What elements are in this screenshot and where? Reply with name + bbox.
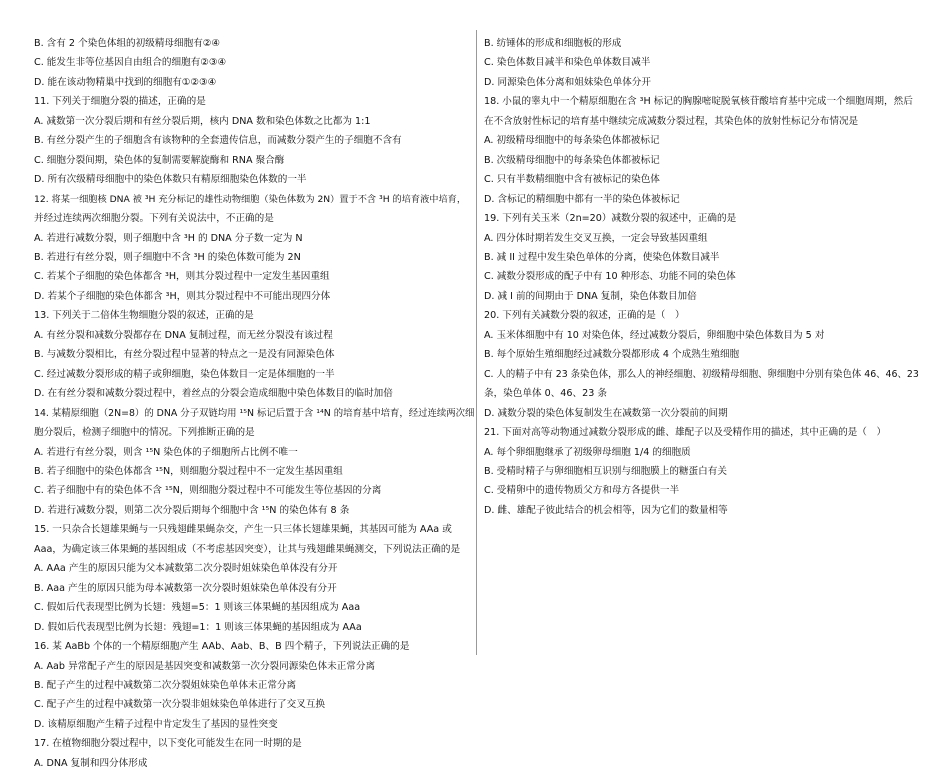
- text-line: 15. 一只杂合长翅雄果蝇与一只残翅雌果蝇杂交，产生一只三体长翅雄果蝇，其基因可能为 AAa 或: [34, 524, 452, 536]
- text-line: A. 初级精母细胞中的每条染色体都被标记: [484, 135, 660, 147]
- text-line: C. 经过减数分裂形成的精子或卵细胞，染色体数目一定是体细胞的一半: [34, 368, 335, 380]
- text-line: D. 假如后代表现型比例为长翅：残翅=1：1 则该三体果蝇的基因组成为 AAa: [34, 621, 362, 633]
- text-line: D. 若进行减数分裂，则第二次分裂后期每个细胞中含 ¹⁵N 的染色体有 8 条: [34, 504, 350, 516]
- text-line: D. 所有次级精母细胞中的染色体数只有精原细胞染色体数的一半: [34, 174, 307, 186]
- text-line: A. Aab 异常配子产生的原因是基因突变和减数第一次分裂同源染色体未正常分离: [34, 660, 376, 672]
- text-line: A. 玉米体细胞中有 10 对染色体，经过减数分裂后，卵细胞中染色体数目为 5 对: [484, 329, 825, 341]
- text-line: B. 与减数分裂相比，有丝分裂过程中显著的特点之一是没有同源染色体: [34, 349, 335, 361]
- left-column: [34, 34, 474, 773]
- text-line: A. 每个卵细胞继承了初级卵母细胞 1/4 的细胞质: [484, 446, 691, 458]
- text-line: 18. 小鼠的睾丸中一个精原细胞在含 ³H 标记的胸腺嘧啶脱氧核苷酸培育基中完成一个细胞周期，然后: [484, 96, 913, 108]
- right-column: [484, 34, 924, 520]
- text-line: 20. 下列有关减数分裂的叙述，正确的是（ ）: [484, 310, 685, 322]
- text-line: A. DNA 复制和四分体形成: [34, 757, 148, 769]
- text-line: Aaa，为确定该三体果蝇的基因组成（不考虑基因突变），让其与残翅雌果蝇测交，下列说法正确的是: [34, 543, 461, 555]
- text-line: A. 若进行有丝分裂，则含 ¹⁵N 染色体的子细胞所占比例不唯一: [34, 446, 298, 458]
- text-line: 21. 下面对高等动物通过减数分裂形成的雌、雄配子以及受精作用的描述，其中正确的是（ ）: [484, 427, 887, 439]
- text-line: C. 只有半数精细胞中含有被标记的染色体: [484, 174, 660, 186]
- text-line: C. 假如后代表现型比例为长翅：残翅=5：1 则该三体果蝇的基因组成为 Aaa: [34, 602, 361, 614]
- text-line: C. 受精卵中的遗传物质父方和母方各提供一半: [484, 485, 680, 497]
- text-line: B. 配子产生的过程中减数第二次分裂姐妹染色单体未正常分离: [34, 679, 297, 691]
- text-line: D. 能在该动物精巢中找到的细胞有①②③④: [34, 76, 217, 88]
- text-line: C. 细胞分裂间期，染色体的复制需要解旋酶和 RNA 聚合酶: [34, 154, 285, 166]
- text-line: D. 含标记的精细胞中都有一半的染色体被标记: [484, 193, 680, 205]
- text-line: 13. 下列关于二倍体生物细胞分裂的叙述，正确的是: [34, 310, 254, 322]
- text-line: B. 若进行有丝分裂，则子细胞中不含 ³H 的染色体数可能为 2N: [34, 251, 301, 263]
- text-line: C. 减数分裂形成的配子中有 10 种形态、功能不同的染色体: [484, 271, 736, 283]
- text-line: D. 该精原细胞产生精子过程中肯定发生了基因的显性突变: [34, 718, 278, 730]
- text-line: D. 减数分裂的染色体复制发生在减数第一次分裂前的间期: [484, 407, 728, 419]
- text-line: B. 含有 2 个染色体组的初级精母细胞有②④: [34, 38, 220, 49]
- text-line: 在不含放射性标记的培育基中继续完成减数分裂过程，其染色体的放射性标记分布情况是: [484, 115, 859, 127]
- text-line: D. 雌、雄配子彼此结合的机会相等，因为它们的数量相等: [484, 504, 728, 516]
- text-line: B. 次级精母细胞中的每条染色体都被标记: [484, 154, 660, 166]
- text-line: 并经过连续两次细胞分裂。下列有关说法中，不正确的是: [34, 213, 274, 225]
- column-divider: [476, 30, 477, 655]
- text-line: 14. 某精原细胞（2N=8）的 DNA 分子双链均用 ¹⁵N 标记后置于含 ¹⁴N 的培育基中培育，经过连续两次细: [34, 407, 475, 419]
- text-line: D. 在有丝分裂和减数分裂过程中，着丝点的分裂会造成细胞中染色体数目的临时加倍: [34, 388, 393, 400]
- text-line: D. 减 I 前的间期由于 DNA 复制，染色体数目加倍: [484, 290, 697, 302]
- text-line: C. 若子细胞中有的染色体不含 ¹⁵N，则细胞分裂过程中不可能发生等位基因的分离: [34, 485, 382, 497]
- text-line: A. AAa 产生的原因只能为父本减数第二次分裂时姐妹染色单体没有分开: [34, 563, 338, 575]
- text-line: 条，染色单体 0、46、23 条: [484, 388, 607, 400]
- text-line: A. 减数第一次分裂后期和有丝分裂后期，核内 DNA 数和染色体数之比都为 1:1: [34, 115, 371, 127]
- text-line: 12. 将某一细胞核 DNA 被 ³H 充分标记的雄性动物细胞（染色体数为 2N）置于不含 ³H 的培育液中培育，: [34, 193, 467, 205]
- text-line: 16. 某 AaBb 个体的一个精原细胞产生 AAb、Aab、B、B 四个精子，下列说法正确的是: [34, 641, 410, 653]
- text-line: B. 纺锤体的形成和细胞板的形成: [484, 38, 622, 49]
- text-line: B. 若子细胞中的染色体都含 ¹⁵N，则细胞分裂过程中不一定发生基因重组: [34, 465, 343, 477]
- text-line: 胞分裂后，检测子细胞中的情况。下列推断正确的是: [34, 427, 255, 439]
- text-line: C. 染色体数目减半和染色单体数目减半: [484, 57, 651, 69]
- text-line: D. 同源染色体分离和姐妹染色单体分开: [484, 76, 651, 88]
- text-line: A. 有丝分裂和减数分裂都存在 DNA 复制过程，而无丝分裂没有该过程: [34, 329, 333, 341]
- text-line: 19. 下列有关玉米（2n=20）减数分裂的叙述中，正确的是: [484, 213, 737, 225]
- text-line: A. 四分体时期若发生交叉互换，一定会导致基因重组: [484, 232, 708, 244]
- text-line: A. 若进行减数分裂，则子细胞中含 ³H 的 DNA 分子数一定为 N: [34, 232, 303, 244]
- text-line: C. 人的精子中有 23 条染色体，那么人的神经细胞、初级精母细胞、卵细胞中分别有染色体 46、46、23: [484, 368, 919, 380]
- text-line: C. 能发生非等位基因自由组合的细胞有②③④: [34, 57, 227, 69]
- text-line: B. 受精时精子与卵细胞相互识别与细胞膜上的糖蛋白有关: [484, 465, 727, 477]
- text-line: D. 若某个子细胞的染色体都含 ³H，则其分裂过程中不可能出现四分体: [34, 290, 331, 302]
- text-line: C. 若某个子细胞的染色体都含 ³H，则其分裂过程中一定发生基因重组: [34, 271, 330, 283]
- text-line: 11. 下列关于细胞分裂的描述，正确的是: [34, 96, 206, 108]
- text-line: B. 每个原始生殖细胞经过减数分裂都形成 4 个成熟生殖细胞: [484, 349, 740, 361]
- text-line: C. 配子产生的过程中减数第一次分裂非姐妹染色单体进行了交叉互换: [34, 699, 326, 711]
- text-line: B. 减 II 过程中发生染色单体的分离，使染色体数目减半: [484, 251, 720, 263]
- text-line: B. 有丝分裂产生的子细胞含有该物种的全套遗传信息，而减数分裂产生的子细胞不含有: [34, 135, 402, 147]
- text-line: B. Aaa 产生的原因只能为母本减数第一次分裂时姐妹染色单体没有分开: [34, 582, 337, 594]
- text-line: 17. 在植物细胞分裂过程中，以下变化可能发生在同一时期的是: [34, 738, 302, 750]
